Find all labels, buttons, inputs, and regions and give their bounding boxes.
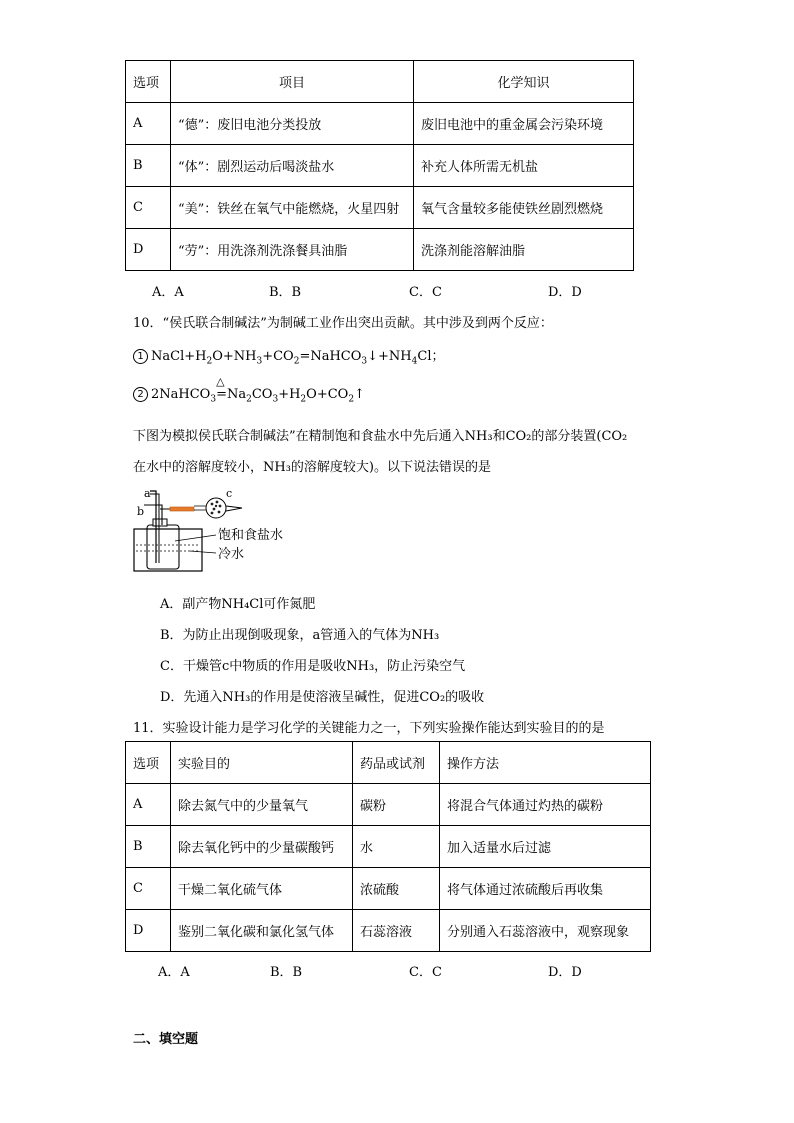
table-cell: D <box>126 910 171 952</box>
option-d[interactable]: D．D <box>548 285 582 300</box>
option-a[interactable]: A．A <box>152 285 184 300</box>
table-cell: B <box>126 145 171 187</box>
label-c: c <box>226 487 233 500</box>
option-b[interactable]: B．为防止出现倒吸现象，a管通入的气体为NH₃ <box>160 628 440 643</box>
question-11-stem: 11．实验设计能力是学习化学的关键能力之一，下列实验操作能达到实验目的的是 <box>133 721 605 736</box>
table-cell: C <box>126 868 171 910</box>
question-10-description-2: 在水中的溶解度较小，NH₃的溶解度较大)。以下说法错误的是 <box>133 460 491 475</box>
label-a: a <box>144 487 151 500</box>
table-cell: “体”：剧烈运动后喝淡盐水 <box>171 145 414 187</box>
question-9-table <box>125 60 634 271</box>
table-cell: 除去氮气中的少量氧气 <box>171 784 353 826</box>
table-cell: 将气体通过浓硫酸后再收集 <box>440 868 651 910</box>
table-header-cell: 项目 <box>171 61 414 103</box>
table-cell: 补充人体所需无机盐 <box>414 145 634 187</box>
drying-tube <box>206 498 226 518</box>
tube-a <box>150 491 156 563</box>
table-row <box>126 187 634 229</box>
table-row <box>126 826 651 868</box>
table-header-row <box>126 742 651 784</box>
rubber-tube <box>170 507 194 511</box>
question-10-stem: 10．“侯氏联合制碱法”为制碱工业作出突出贡献。其中涉及到两个反应： <box>133 316 553 331</box>
circled-number: 2 <box>133 387 148 402</box>
table-row <box>126 868 651 910</box>
option-a[interactable]: A．A <box>158 965 190 980</box>
table-cell: 氧气含量较多能使铁丝剧烈燃烧 <box>414 187 634 229</box>
option-d[interactable]: D．先通入NH₃的作用是使溶液呈碱性，促进CO₂的吸收 <box>160 690 485 705</box>
label-b: b <box>137 505 145 518</box>
table-cell: 除去氧化钙中的少量碳酸钙 <box>171 826 353 868</box>
option-c[interactable]: C．C <box>409 285 442 300</box>
option-b[interactable]: B．B <box>269 285 302 300</box>
table-header-row <box>126 61 634 103</box>
table-header-cell: 选项 <box>126 61 171 103</box>
table-cell: A <box>126 784 171 826</box>
reaction-2: 2 2NaHCO$_3$ △ $=Na_2CO_3+H_2O+CO_2↑$ <box>133 387 365 405</box>
table-cell: 水 <box>353 826 440 868</box>
table-cell: 将混合气体通过灼热的碳粉 <box>440 784 651 826</box>
table-cell: 废旧电池中的重金属会污染环境 <box>414 103 634 145</box>
label-cold-water: 冷水 <box>218 547 245 562</box>
table-cell: C <box>126 187 171 229</box>
table-header-cell: 实验目的 <box>171 742 353 784</box>
table-row <box>126 910 651 952</box>
reaction-1: 1 $NaCl+H_2O+NH_3+CO_2=NaHCO_3↓+NH_4Cl$； <box>133 345 444 367</box>
table-cell: A <box>126 103 171 145</box>
table-row <box>126 145 634 187</box>
option-a[interactable]: A．副产物NH₄Cl可作氮肥 <box>160 597 316 612</box>
apparatus-figure <box>130 485 310 575</box>
table-cell: 加入适量水后过滤 <box>440 826 651 868</box>
question-10-description-1: 下图为模拟侯氏联合制碱法”在精制饱和食盐水中先后通入NH₃和CO₂的部分装置(CO₂ <box>133 429 628 444</box>
table-cell: “美”：铁丝在氧气中能燃烧，火星四射 <box>171 187 414 229</box>
question-11-table <box>125 741 651 952</box>
table-cell: D <box>126 229 171 271</box>
table-header-cell: 选项 <box>126 742 171 784</box>
table-cell: “德”：废旧电池分类投放 <box>171 103 414 145</box>
option-b[interactable]: B．B <box>270 965 303 980</box>
table-row <box>126 229 634 271</box>
table-cell: “劳”：用洗涤剂洗涤餐具油脂 <box>171 229 414 271</box>
circled-number: 1 <box>133 349 148 364</box>
table-cell: B <box>126 826 171 868</box>
table-header-cell: 化学知识 <box>414 61 634 103</box>
label-brine: 饱和食盐水 <box>218 528 284 543</box>
table-row <box>126 784 651 826</box>
table-cell: 干燥二氧化硫气体 <box>171 868 353 910</box>
option-c[interactable]: C．干燥管c中物质的作用是吸收NH₃，防止污染空气 <box>160 659 466 674</box>
table-cell: 洗涤剂能溶解油脂 <box>414 229 634 271</box>
option-d[interactable]: D．D <box>548 965 582 980</box>
heat-symbol: △ <box>216 375 225 388</box>
basin <box>134 529 202 571</box>
table-header-cell: 操作方法 <box>440 742 651 784</box>
option-c[interactable]: C．C <box>409 965 442 980</box>
table-row <box>126 103 634 145</box>
stopper <box>153 519 167 526</box>
liquid <box>136 545 200 551</box>
bottle <box>147 525 179 569</box>
table-cell: 分别通入石蕊溶液中，观察现象 <box>440 910 651 952</box>
table-cell: 碳粉 <box>353 784 440 826</box>
table-header-cell: 药品或试剂 <box>353 742 440 784</box>
table-cell: 浓硫酸 <box>353 868 440 910</box>
section-heading: 二、填空题 <box>133 1032 199 1047</box>
table-cell: 鉴别二氧化碳和氯化氢气体 <box>171 910 353 952</box>
table-cell: 石蕊溶液 <box>353 910 440 952</box>
